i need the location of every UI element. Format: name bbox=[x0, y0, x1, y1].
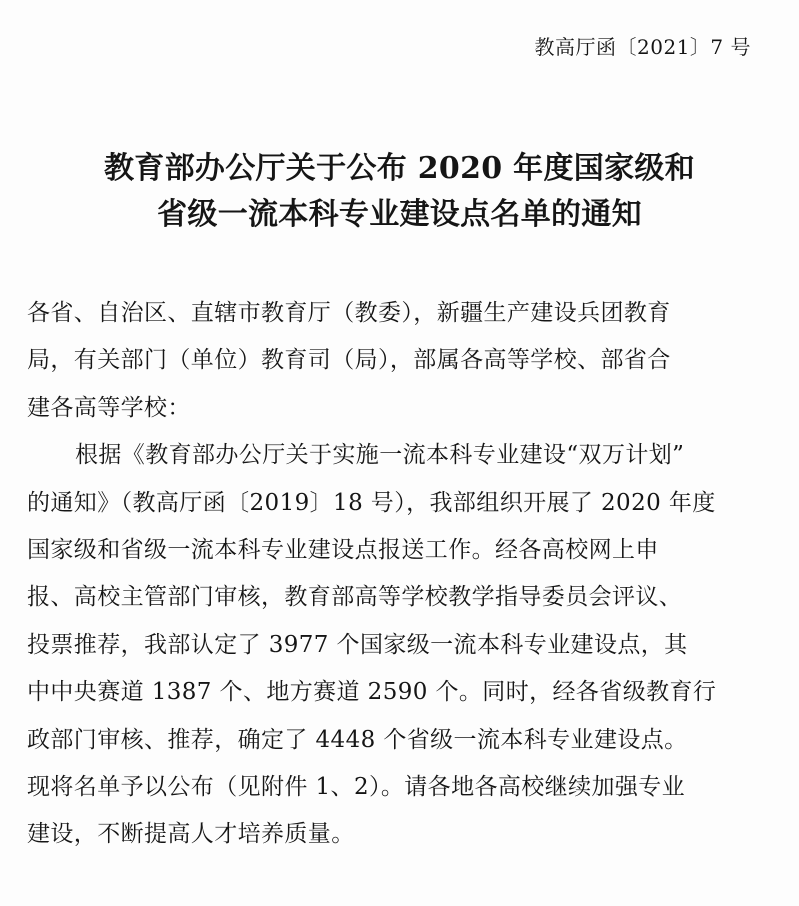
paragraph-line: 中中央赛道 1387 个、地方赛道 2590 个。同时，经各省级教育行 bbox=[27, 679, 717, 706]
document-title bbox=[24, 146, 775, 238]
title-line: 教育部办公厅关于公布 2020 年度国家级和 bbox=[104, 151, 695, 186]
title-line: 省级一流本科专业建设点名单的通知 bbox=[157, 197, 642, 232]
paragraph-line: 国家级和省级一流本科专业建设点报送工作。经各高校网上申 bbox=[27, 536, 659, 563]
document-number: 教高厅函〔2021〕7 号 bbox=[534, 35, 751, 59]
paragraph-line: 建设，不断提高人才培养质量。 bbox=[27, 821, 355, 848]
paragraph-line: 政部门审核、推荐，确定了 4448 个省级一流本科专业建设点。 bbox=[27, 726, 688, 753]
document-body bbox=[27, 290, 773, 859]
addressee-line: 各省、自治区、直辖市教育厅（教委），新疆生产建设兵团教育 bbox=[27, 300, 671, 326]
paragraph-line: 投票推荐，我部认定了 3977 个国家级一流本科专业建设点，其 bbox=[27, 631, 688, 658]
addressee-line: 建各高等学校： bbox=[27, 394, 191, 421]
addressee-line: 局，有关部门（单位）教育司（局），部属各高等学校、部省合 bbox=[27, 347, 671, 374]
paragraph-line: 根据《教育部办公厅关于实施一流本科专业建设“双万计划” bbox=[75, 442, 685, 469]
paragraph-line: 的通知》（教高厅函〔2019〕18 号），我部组织开展了 2020 年度 bbox=[27, 489, 716, 516]
paragraph-line: 报、高校主管部门审核，教育部高等学校教学指导委员会评议、 bbox=[27, 584, 683, 611]
paragraph-line: 现将名单予以公布（见附件 1、2）。请各地各高校继续加强专业 bbox=[27, 773, 686, 800]
